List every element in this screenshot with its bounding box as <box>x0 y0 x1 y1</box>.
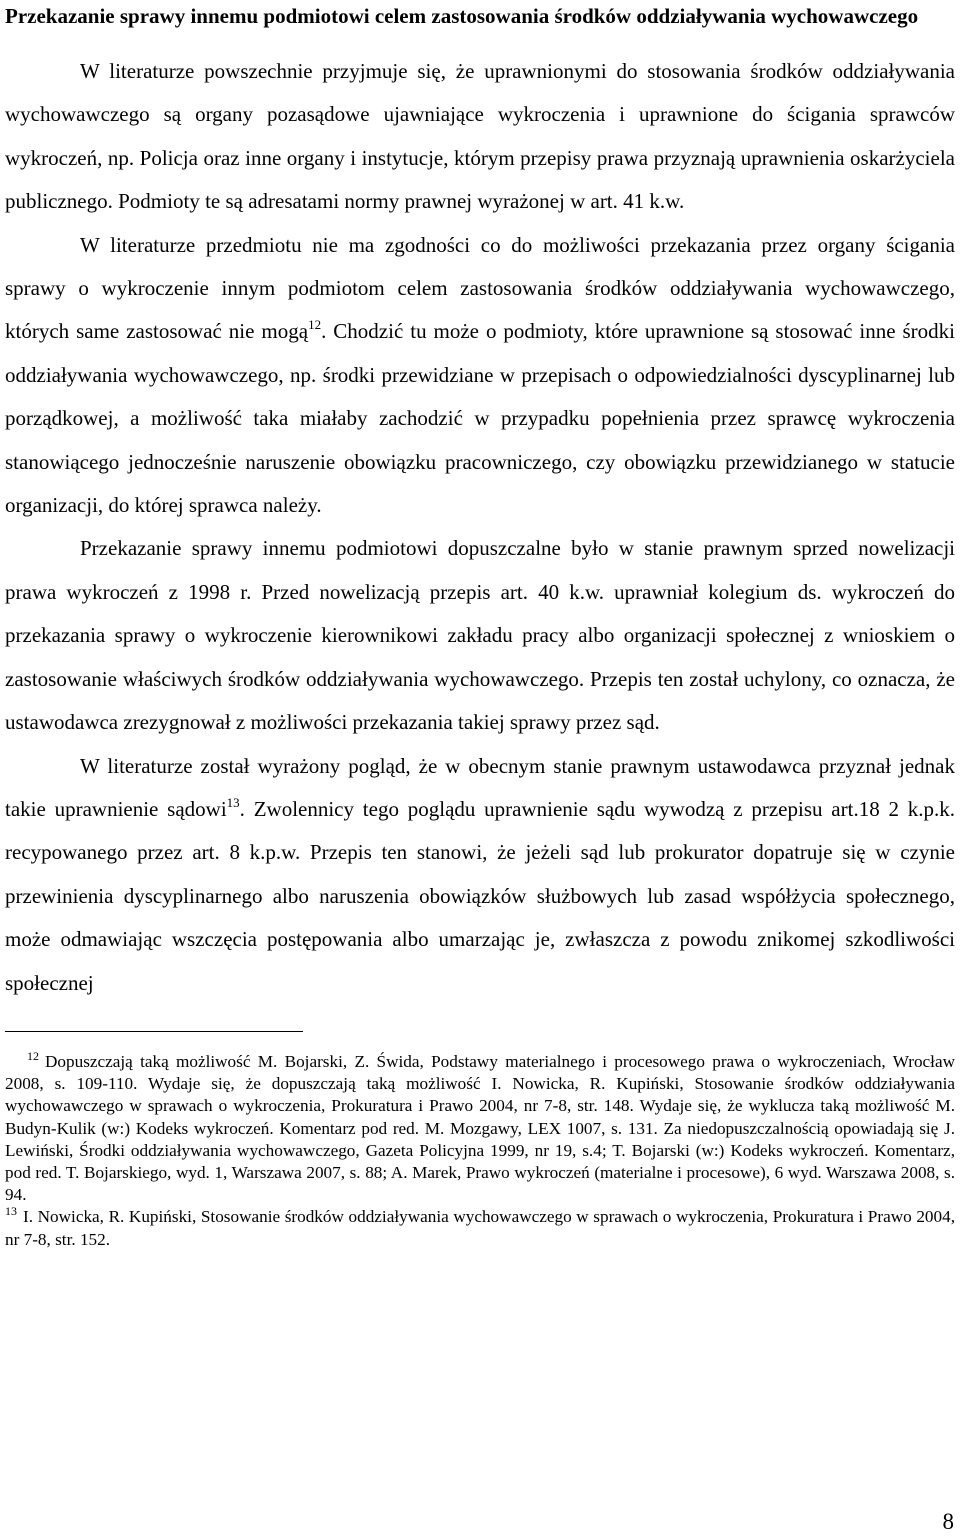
paragraph-2-text-before: W literaturze przedmiotu nie ma zgodności co do możliwości przekazania przez organy ścigania sprawy o wykroczenie innym podmiotom celem zastosowania środków oddziaływania wychowawczego, których same zastosować nie mogą <box>5 232 955 344</box>
paragraph-4 <box>5 745 955 1005</box>
footnote-12: 12 Dopuszczają taką możliwość M. Bojarski, Z. Świda, Podstawy materialnego i procesowego prawa o wykroczeniach, Wrocław 2008, s. 109-110. Wydaje się, że dopuszczają taką możliwość I. Nowicka, R. Kupiński, Stosowanie środków oddziaływania wychowawczego w sprawach o wykroczenia, Prokuratura i Prawo 2004, nr 7-8, str. 148. Wydaje się, że wyklucza taką możliwość M. Budyn-Kulik (w:) Kodeks wykroczeń. Komentarz pod red. M. Mozgawy, LEX 1007, s. 131. Za niedopuszczalnością opowiadają się J. Lewiński, Środki oddziaływania wychowawczego, Gazeta Policyjna 1999, nr 19, s.4; T. Bojarski (w:) Kodeks wykroczeń. Komentarz, pod red. T. Bojarskiego, wyd. 1, Warszawa 2007, s. 88; A. Marek, Prawo wykroczeń (materialne i procesowe), 6 wyd. Warszawa 2008, s. 94. <box>5 1048 955 1205</box>
footnote-ref-12[interactable]: 12 <box>308 317 322 333</box>
footnote-ref-13[interactable]: 13 <box>226 794 240 810</box>
footnote-13-text: I. Nowicka, R. Kupiński, Stosowanie środków oddziaływania wychowawczego w sprawach o wykroczenia, Prokuratura i Prawo 2004, nr 7-8, str. 152. <box>5 1207 955 1249</box>
paragraph-3: Przekazanie sprawy innemu podmiotowi dopuszczalne było w stanie prawnym sprzed nowelizacji prawa wykroczeń z 1998 r. Przed nowelizacją przepis art. 40 k.w. uprawniał kolegium ds. wykroczeń do przekazania sprawy o wykroczenie kierownikowi zakładu pracy albo organizacji społecznej z wnioskiem o zastosowanie właściwych środków oddziaływania wychowawczego. Przepis ten został uchylony, co oznacza, że ustawodawca zrezygnował z możliwości przekazania takiej sprawy przez sąd. <box>5 536 955 735</box>
footnote-separator <box>5 1031 303 1032</box>
paragraph-4-text-before: W literaturze został wyrażony pogląd, że w obecnym stanie prawnym ustawodawca przyznał jednak takie uprawnienie sądowi <box>5 753 955 821</box>
footnote-13: 13 I. Nowicka, R. Kupiński, Stosowanie środków oddziaływania wychowawczego w sprawach o wykroczenia, Prokuratura i Prawo 2004, nr 7-8, str. 152. <box>5 1204 955 1249</box>
paragraph-2-text-after: . Chodzić tu może o podmioty, które uprawnione są stosować inne środki oddziaływania wychowawczego, np. środki przewidziane w przepisach o odpowiedzialności dyscyplinarnej lub porządkowej, a możliwość taka miałaby zachodzić w przypadku popełnienia przez sprawcę wykroczenia stanowiącego jednocześnie naruszenie obowiązku pracowniczego, czy obowiązku przewidzianego w statucie organizacji, do której sprawca należy. <box>5 319 955 518</box>
footnotes <box>5 1048 955 1251</box>
paragraph-1: W literaturze powszechnie przyjmuje się, że uprawnionymi do stosowania środków oddziaływania wychowawczego są organy pozasądowe ujawniające wykroczenia i uprawnione do ścigania sprawców wykroczeń, np. Policja oraz inne organy i instytucje, którym przepisy prawa przyznają uprawnienia oskarżyciela publicznego. Podmioty te są adresatami normy prawnej wyrażonej w art. 41 k.w. <box>5 59 955 214</box>
page-number: 8 <box>942 1509 954 1534</box>
footnote-12-text: Dopuszczają taką możliwość M. Bojarski, Z. Świda, Podstawy materialnego i procesowego prawa o wykroczeniach, Wrocław 2008, s. 109-110. Wydaje się, że dopuszczają taką możliwość I. Nowicka, R. Kupiński, Stosowanie środków oddziaływania wychowawczego w sprawach o wykroczenia, Prokuratura i Prawo 2004, nr 7-8, str. 148. Wydaje się, że wyklucza taką możliwość M. Budyn-Kulik (w:) Kodeks wykroczeń. Komentarz pod red. M. Mozgawy, LEX 1007, s. 131. Za niedopuszczalnością opowiadają się J. Lewiński, Środki oddziaływania wychowawczego, Gazeta Policyjna 1999, nr 19, s.4; T. Bojarski (w:) Kodeks wykroczeń. Komentarz, pod red. T. Bojarskiego, wyd. 1, Warszawa 2007, s. 88; A. Marek, Prawo wykroczeń (materialne i procesowe), 6 wyd. Warszawa 2008, s. 94. <box>5 1051 955 1205</box>
document-page <box>5 0 955 1251</box>
paragraph-4-text-after: . Zwolennicy tego poglądu uprawnienie sądu wywodzą z przepisu art.18 2 k.p.k. recypowanego przez art. 8 k.p.w. Przepis ten stanowi, że jeżeli sąd lub prokurator dopatruje się w czynie przewinienia dyscyplinarnego albo naruszenia obowiązków służbowych lub zasad współżycia społecznego, może odmawiając wszczęcia postępowania albo umarzając je, zwłaszcza z powodu znikomej szkodliwości społecznej <box>5 796 956 995</box>
body-text <box>5 50 955 1005</box>
section-heading: Przekazanie sprawy innemu podmiotowi celem zastosowania środków oddziaływania wychowawczego <box>5 4 919 28</box>
paragraph-2 <box>5 224 955 528</box>
